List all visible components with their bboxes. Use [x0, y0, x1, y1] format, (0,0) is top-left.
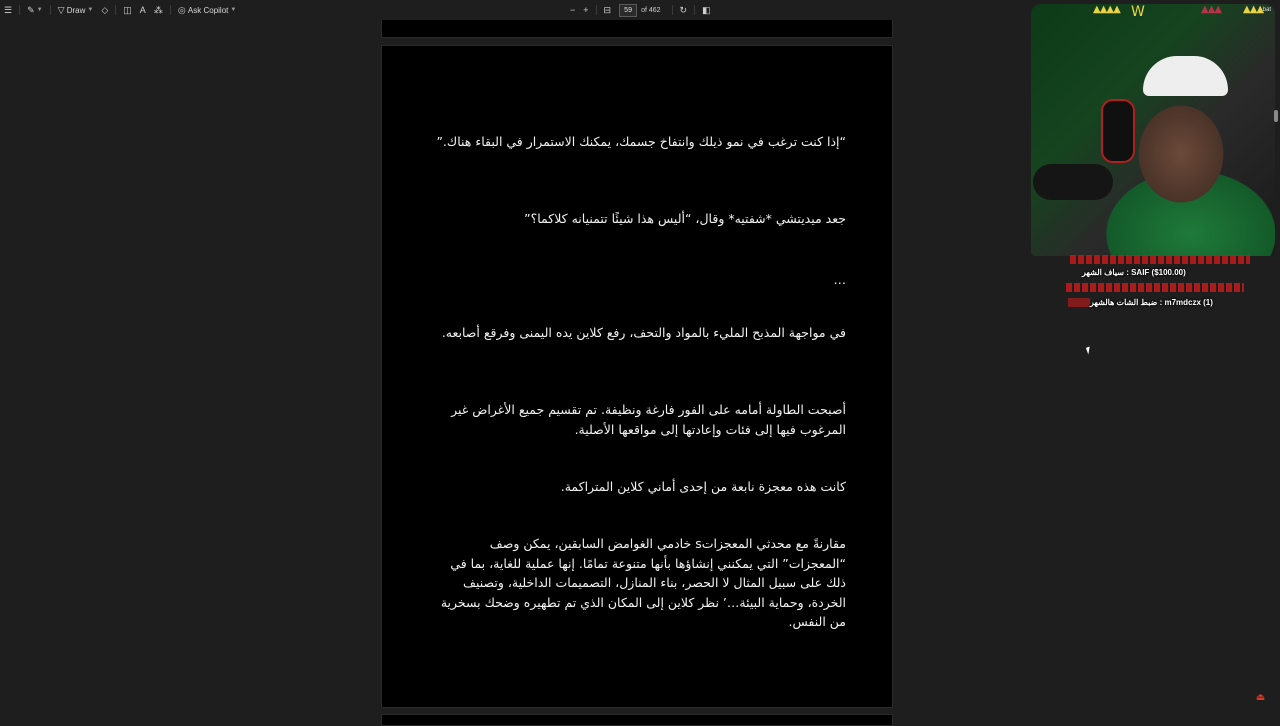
chevron-down-icon: ▼ [87, 7, 94, 13]
stat-bar-decoration [1068, 298, 1090, 307]
rotate-button[interactable] [676, 0, 692, 20]
scrollbar-thumb[interactable] [1274, 110, 1278, 122]
toolbar-divider [694, 5, 695, 15]
paragraph: جعد ميديتشي *شفتيه* وقال، “أليس هذا شيئًا تتمنيانه كلاكما؟” [524, 211, 846, 226]
cap [1143, 56, 1228, 96]
draw-button[interactable] [54, 0, 98, 20]
previous-page [381, 20, 893, 38]
total-pages: of 462 [641, 6, 661, 14]
microphone [1033, 164, 1113, 200]
zoom-out-icon: − [570, 5, 576, 15]
mouse-cursor [1086, 347, 1092, 355]
stat-chat-moderator: m7mdczx (1) : ضبط الشات هالشهر [1090, 298, 1213, 307]
toolbar-divider [672, 5, 673, 15]
pdf-icon: ⏏ [1255, 692, 1266, 703]
paragraph: كانت هذه معجزة نابعة من إحدى أماني كلاين المتراكمة. [560, 479, 846, 494]
ask-copilot-button[interactable] [174, 0, 241, 20]
list-icon[interactable]: ☰ [4, 4, 13, 15]
toolbar-divider [170, 5, 171, 15]
next-page [381, 714, 893, 726]
translate-icon: ⁂ [153, 4, 163, 15]
paragraph: مقارنةً مع محدثي المعجزاتs خادمي الغوامض السابقين، يمكن وصف “المعجزات” التي يمكنني إنشاؤها بأنها متنوعة تمامًا. إنها عملية للغاية، بما في ذلك على سبيل المثال لا الحصر، بناء المنازل، التصميمات الداخلية، وتصنيف الخردة، وحماية البيئة…’ نظر كلاين إلى المكان الذي تم تطهيره وضحك بسخرية من النفس. [440, 536, 846, 629]
copilot-icon: ◎ [177, 4, 186, 15]
fit-icon: ⊟ [603, 4, 612, 15]
view-icon: ◧ [702, 4, 711, 15]
paragraph: أصبحت الطاولة أمامه على الفور فارغة ونظيفة. تم تقسيم جميع الأغراض غير المرغوب فيها إلى فئات وإعادتها إلى مواقعها الأصلية. [451, 402, 846, 437]
zoom-in-icon: + [583, 5, 589, 15]
page-view-button[interactable] [698, 0, 715, 20]
paragraph: في مواجهة المذبح المليء بالمواد والتحف، رفع كلاين يده اليمنى وفرقع أصابعه. [441, 325, 846, 340]
zoom-out-button[interactable] [566, 0, 579, 20]
page-navigation [566, 0, 715, 20]
zoom-in-button[interactable] [579, 0, 592, 20]
current-page [381, 45, 893, 708]
crown-decoration: W [1131, 4, 1144, 20]
webcam-overlay [1031, 4, 1275, 256]
paragraph: “إذا كنت ترغب في نمو ذيلك وانتفاخ جسمك، يمكنك الاستمرار في البقاء هناك.” [436, 134, 846, 149]
toolbar-divider [50, 5, 51, 15]
fit-page-button[interactable] [600, 0, 616, 20]
translate-button[interactable] [150, 0, 167, 20]
toolbar-divider [19, 5, 20, 15]
stat-bar-decoration [1070, 255, 1250, 264]
crown-decoration: ▲▲▲ [1201, 4, 1222, 15]
text-button[interactable] [136, 0, 150, 20]
layout-button[interactable] [119, 0, 136, 20]
eraser-button[interactable] [97, 0, 112, 20]
ask-copilot-label: Ask Copilot [187, 5, 229, 15]
page-number-input[interactable]: 59 [619, 4, 637, 17]
chevron-down-icon: ▼ [230, 7, 237, 13]
draw-icon: ▽ [57, 4, 65, 15]
crown-decoration: ▲▲▲ [1243, 4, 1264, 15]
chevron-down-icon: ▼ [36, 7, 43, 13]
eraser-icon: ◇ [101, 4, 109, 15]
headset [1101, 99, 1135, 163]
cam-label: bat [1262, 7, 1271, 13]
toolbar-divider [115, 5, 116, 15]
stat-bar-decoration [1066, 283, 1244, 292]
crown-decoration: ▲▲▲▲ [1093, 4, 1120, 15]
highlight-button[interactable] [23, 0, 47, 20]
toolbar-divider [596, 5, 597, 15]
draw-label: Draw [66, 5, 86, 15]
highlight-icon: ✎ [27, 4, 35, 15]
layout-icon: ◫ [123, 4, 132, 15]
paragraph: … [833, 272, 846, 287]
stat-top-donor: SAIF ($100.00) : سياف الشهر [1082, 268, 1186, 277]
rotate-icon: ↻ [679, 4, 688, 15]
text-icon: A [139, 5, 146, 15]
